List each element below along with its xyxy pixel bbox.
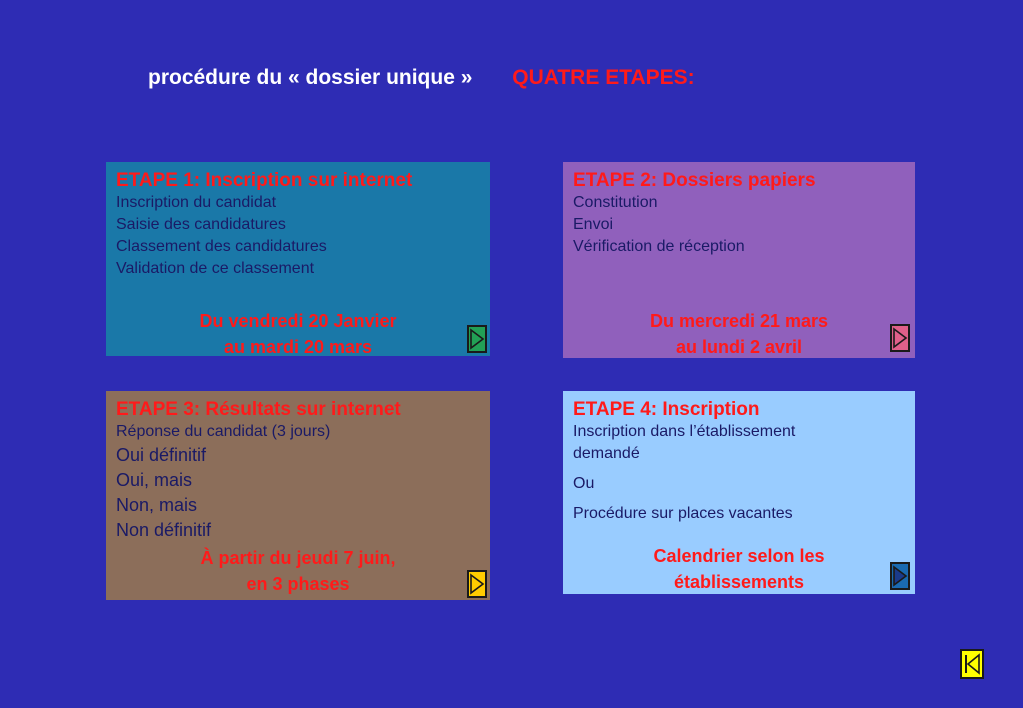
step-4-date-end: établissements [673, 572, 805, 592]
step-2-date-end: au lundi 2 avril [675, 337, 803, 357]
step-4-next-button[interactable] [890, 562, 910, 590]
first-slide-button[interactable] [960, 649, 984, 679]
step-4-line: demandé [573, 445, 640, 462]
step-4-line: Inscription dans l’établissement [573, 423, 796, 440]
step-2-date-start: Du mercredi 21 mars [649, 311, 829, 331]
step-4-line: Ou [573, 475, 595, 492]
play-triangle-icon [892, 326, 908, 350]
step-1-date-end: au mardi 20 mars [223, 337, 373, 357]
step-3-option: Oui définitif [116, 445, 207, 465]
step-1-line: Classement des candidatures [116, 238, 327, 255]
play-triangle-icon [469, 327, 485, 351]
step-4-date-start: Calendrier selon les [653, 546, 825, 566]
step-3-dates [106, 545, 490, 597]
step-4-card [563, 391, 915, 594]
step-3-heading: ETAPE 3: Résultats sur internet [116, 399, 401, 420]
step-4-heading: ETAPE 4: Inscription [573, 399, 760, 420]
step-3-option: Oui, mais [116, 470, 193, 490]
step-2-next-button[interactable] [890, 324, 910, 352]
step-4-line: Procédure sur places vacantes [573, 505, 793, 522]
step-1-heading: ETAPE 1: Inscription sur internet [116, 170, 413, 191]
step-1-dates [106, 308, 490, 360]
skip-to-start-icon [962, 651, 982, 677]
step-4-dates [563, 543, 915, 595]
step-3-option: Non définitif [116, 520, 212, 540]
step-1-next-button[interactable] [467, 325, 487, 353]
step-3-date-start: À partir du jeudi 7 juin, [200, 548, 396, 568]
step-3-option: Non, mais [116, 495, 198, 515]
step-2-line: Vérification de réception [573, 238, 745, 255]
play-triangle-icon [469, 572, 485, 596]
step-3-card [106, 391, 490, 600]
step-1-date-start: Du vendredi 20 Janvier [199, 311, 397, 331]
title-accent: QUATRE ETAPES: [512, 66, 695, 89]
step-2-line: Envoi [573, 216, 614, 233]
step-2-heading: ETAPE 2: Dossiers papiers [573, 170, 816, 191]
step-1-line: Saisie des candidatures [116, 216, 286, 233]
step-1-card [106, 162, 490, 356]
page-title [148, 66, 695, 90]
step-2-card [563, 162, 915, 358]
step-2-dates [563, 308, 915, 360]
play-triangle-icon [892, 564, 908, 588]
step-3-date-end: en 3 phases [246, 574, 350, 594]
step-1-line: Validation de ce classement [116, 260, 315, 277]
title-main: procédure du « dossier unique » [148, 66, 473, 89]
step-2-line: Constitution [573, 194, 658, 211]
step-3-line: Réponse du candidat (3 jours) [116, 423, 331, 440]
step-3-next-button[interactable] [467, 570, 487, 598]
step-1-line: Inscription du candidat [116, 194, 277, 211]
